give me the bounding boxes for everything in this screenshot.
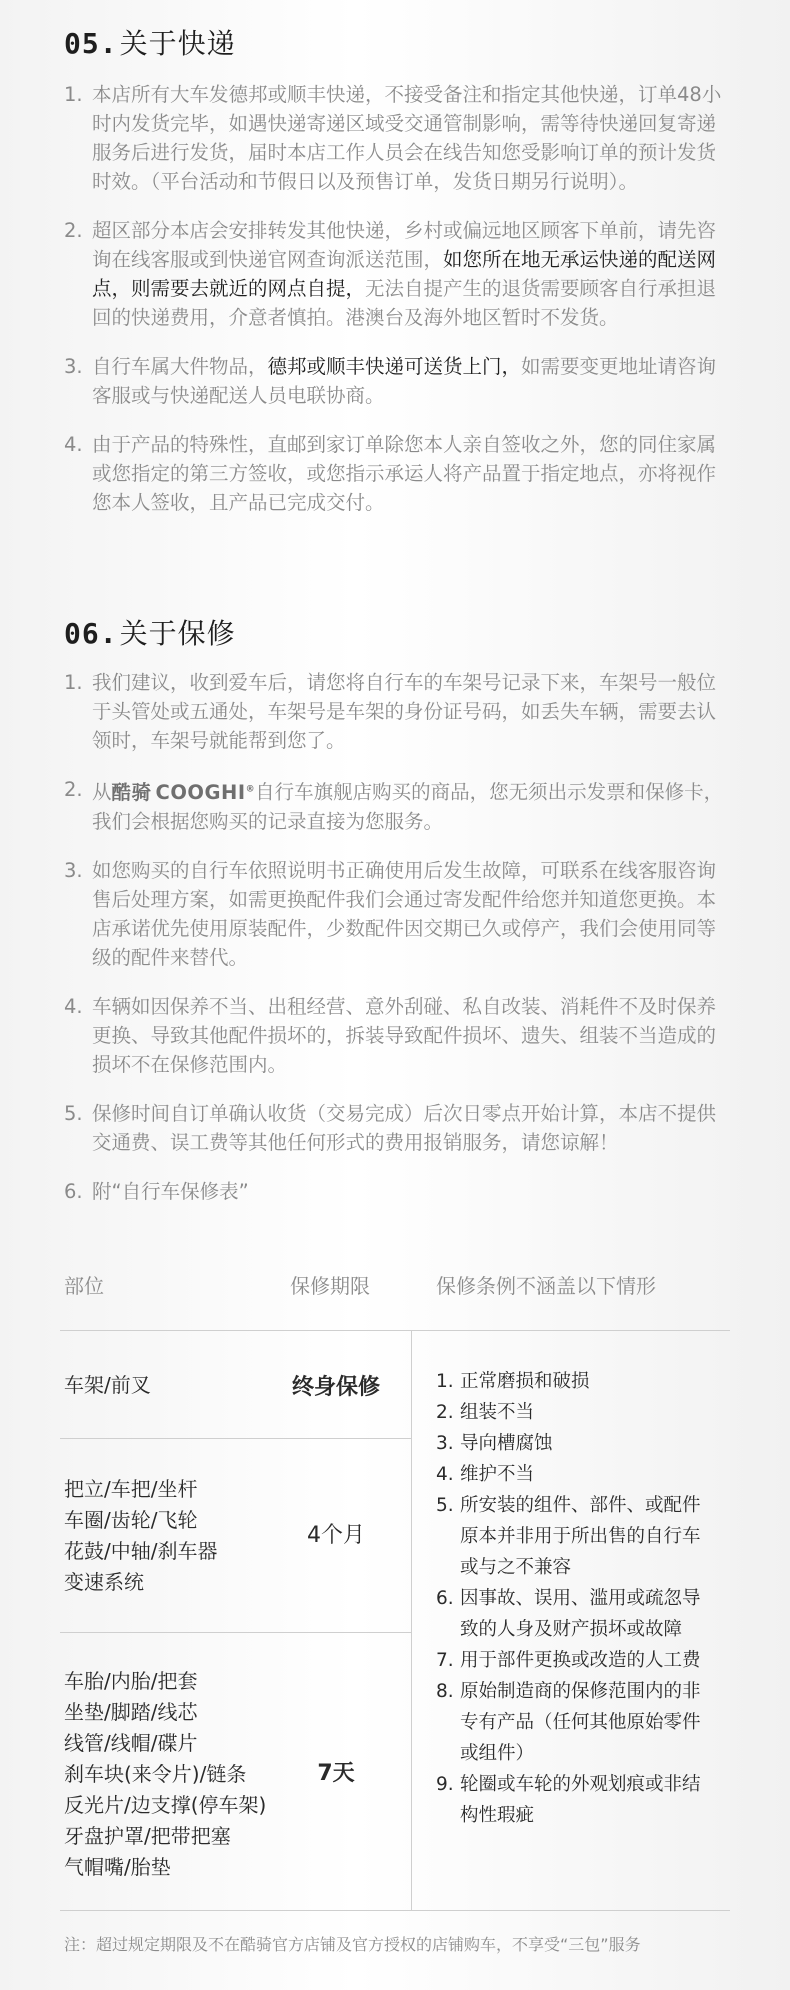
section-title-warranty — [64, 612, 236, 652]
table-header-period: 保修期限 — [290, 1274, 370, 1298]
section-title-shipping — [64, 22, 236, 62]
exclusion-line: 组装不当 — [460, 1402, 535, 1423]
section-heading: 关于快递 — [119, 27, 236, 60]
exclusion-item: 3. 导向槽腐蚀 — [436, 1428, 736, 1459]
section-number: 05. — [64, 27, 118, 60]
exclusion-line: 原始制造商的保修范围内的非 — [460, 1681, 701, 1702]
list-item: 2. 超区部分本店会安排转发其他快递，乡村或偏远地区顾客下单前，请先咨询在线客服或到快递官网查询派送范围，如您所在地无承运快递的配送网点，则需要去就近的网点自提，无法自提产生的退货需要顾客自行承担退回的快递费用，介意者慎拍。港澳台及海外地区暂时不发货。 — [64, 219, 717, 329]
part-name: 刹车块(来令片)/链条 — [64, 1762, 247, 1786]
exclusion-item: 2. 组装不当 — [436, 1397, 736, 1428]
body-text: 超区部分本店会安排转发其他快递，乡村或偏远地区顾客下单前，请先咨询在线客服或到快递官网查询派送范围， — [92, 219, 717, 271]
exclusion-item: 7. 用于部件更换或改造的人工费 — [436, 1645, 736, 1676]
part-name: 变速系统 — [64, 1570, 144, 1594]
exclusion-item: 5. 所安装的组件、部件、或配件 原本并非用于所出售的自行车 或与之不兼容 — [436, 1490, 736, 1583]
table-row — [64, 1666, 266, 1883]
exclusion-line: 因事故、误用、滥用或疏忽导 — [460, 1588, 701, 1609]
exclusion-item: 4. 维护不当 — [436, 1459, 736, 1490]
table-divider — [60, 1438, 412, 1439]
list-item: 3. 自行车属大件物品，德邦或顺丰快递可送货上门，如需要变更地址请咨询客服或与快递配送人员电联协商。 — [64, 355, 717, 407]
exclusion-line: 用于部件更换或改造的人工费 — [460, 1650, 701, 1671]
exclusion-line: 致的人身及财产损坏或故障 — [460, 1619, 683, 1640]
warranty-period: 7天 — [317, 1761, 355, 1786]
list-item: 4. 由于产品的特殊性，直邮到家订单除您本人亲自签收之外，您的同住家属或您指定的第三方签收，或您指示承运人将产品置于指定地点，亦将视作您本人签收，且产品已完成交付。 — [64, 433, 717, 514]
body-text: 由于产品的特殊性，直邮到家订单除您本人亲自签收之外，您的同住家属或您指定的第三方签收，或您指示承运人将产品置于指定地点，亦将视作您本人签收，且产品已完成交付。 — [92, 433, 717, 514]
footnote: 注：超过规定期限及不在酷骑官方店铺及官方授权的店铺购车，不享受“三包”服务 — [64, 1935, 641, 1954]
part-name: 花鼓/中轴/刹车器 — [64, 1539, 218, 1563]
warranty-period: 4个月 — [307, 1523, 365, 1548]
exclusion-line: 轮圈或车轮的外观划痕或非结 — [460, 1774, 701, 1795]
warranty-period: 终身保修 — [291, 1375, 380, 1400]
list-item: 3. 如您购买的自行车依照说明书正确使用后发生故障，可联系在线客服咨询售后处理方案，如需更换配件我们会通过寄发配件给您并知道您更换。本店承诺优先使用原装配件，少数配件因交期已久或停产，我们会使用同等级的配件来替代。 — [64, 858, 717, 969]
table-divider — [60, 1330, 730, 1331]
table-divider — [60, 1632, 412, 1633]
exclusion-line: 所安装的组件、部件、或配件 — [460, 1495, 701, 1516]
table-divider — [60, 1910, 730, 1911]
part-name: 气帽嘴/胎垫 — [64, 1855, 171, 1879]
part-name: 车胎/内胎/把套 — [64, 1669, 198, 1693]
part-name: 车架/前叉 — [64, 1373, 151, 1397]
exclusion-item: 8. 原始制造商的保修范围内的非 专有产品（任何其他原始零件 或组件） — [436, 1676, 736, 1769]
table-row — [64, 1370, 151, 1401]
part-name: 把立/车把/坐杆 — [64, 1477, 198, 1501]
shipping-list — [64, 80, 724, 537]
section-heading: 关于保修 — [119, 617, 236, 650]
exclusion-list — [436, 1366, 736, 1831]
body-text: 如需要变更地址请咨询客服或与快递配送人员电联协商。 — [92, 355, 717, 407]
part-name: 反光片/边支撑(停车架) — [64, 1793, 267, 1817]
list-item: 2. 从酷骑 COOGHI®自行车旗舰店购买的商品，您无须出示发票和保修卡，我们会根据您购买的记录直接为您服务。 — [64, 778, 724, 833]
list-item: 1. 我们建议，收到爱车后，请您将自行车的车架号记录下来，车架号一般位于头管处或五通处，车架号是车架的身份证号码，如丢失车辆，需要去认领时，车架号就能帮到您了。 — [64, 671, 717, 752]
exclusion-line: 导向槽腐蚀 — [460, 1433, 553, 1454]
body-text: 无法自提产生的退货需要顾客自行承担退回的快递费用，介意者慎拍。港澳台及海外地区暂时不发货。 — [92, 277, 717, 329]
list-item: 5. 保修时间自订单确认收货（交易完成）后次日零点开始计算，本店不提供交通费、误工费等其他任何形式的费用报销服务，请您谅解！ — [64, 1101, 717, 1154]
body-text: 本店所有大车发德邦或顺丰快递，不接受备注和指定其他快递，订单48小时内发货完毕，如遇快递寄递区域受交通管制影响，需等待快递回复寄递服务后进行发货，届时本店工作人员会在线告知您受影响订单的预计发货时效。（平台活动和节假日以及预售订单，发货日期另行说明）。 — [92, 83, 722, 193]
exclusion-line: 构性瑕疵 — [460, 1805, 535, 1826]
emphasis-text: 如您所在地无承运快递的配送网点，则需要去就近的网点自提， — [92, 248, 717, 300]
section-number: 06. — [64, 617, 118, 650]
exclusion-line: 或与之不兼容 — [460, 1557, 572, 1578]
exclusion-line: 或组件） — [460, 1743, 535, 1764]
body-text: 自行车属大件物品， — [92, 355, 268, 378]
table-header-part: 部位 — [64, 1274, 104, 1298]
list-item: 6. 附“自行车保修表” — [64, 1179, 249, 1203]
emphasis-text: 德邦或顺丰快递可送货上门， — [267, 355, 522, 378]
exclusion-item: 1. 正常磨损和破损 — [436, 1366, 736, 1397]
part-name: 牙盘护罩/把带把塞 — [64, 1824, 231, 1848]
cooghi-logo: 酷骑 COOGHI® — [111, 780, 256, 804]
part-name: 坐垫/脚踏/线芯 — [64, 1700, 198, 1724]
warranty-list — [64, 668, 724, 1226]
table-row — [64, 1474, 217, 1598]
exclusion-line: 专有产品（任何其他原始零件 — [460, 1712, 701, 1733]
list-item: 1. 本店所有大车发德邦或顺丰快递，不接受备注和指定其他快递，订单48小时内发货完毕，如遇快递寄递区域受交通管制影响，需等待快递回复寄递服务后进行发货，届时本店工作人员会在线告知您受影响订单的预计发货时效。（平台活动和节假日以及预售订单，发货日期另行说明）。 — [64, 83, 722, 193]
part-name: 线管/线帽/碟片 — [64, 1731, 198, 1755]
list-item: 4. 车辆如因保养不当、出租经营、意外刮碰、私自改装、消耗件不及时保养更换、导致其他配件损坏的，拆装导致配件损坏、遗失、组装不当造成的损坏不在保修范围内。 — [64, 994, 717, 1076]
part-name: 车圈/齿轮/飞轮 — [64, 1508, 198, 1532]
exclusion-item: 6. 因事故、误用、滥用或疏忽导 致的人身及财产损坏或故障 — [436, 1583, 736, 1645]
table-header-exclusions: 保修条例不涵盖以下情形 — [436, 1274, 656, 1298]
exclusion-line: 维护不当 — [460, 1464, 535, 1485]
exclusion-item: 9. 轮圈或车轮的外观划痕或非结 构性瑕疵 — [436, 1769, 736, 1831]
exclusion-line: 原本并非用于所出售的自行车 — [460, 1526, 701, 1547]
table-column-divider — [411, 1330, 412, 1910]
exclusion-line: 正常磨损和破损 — [460, 1371, 590, 1392]
